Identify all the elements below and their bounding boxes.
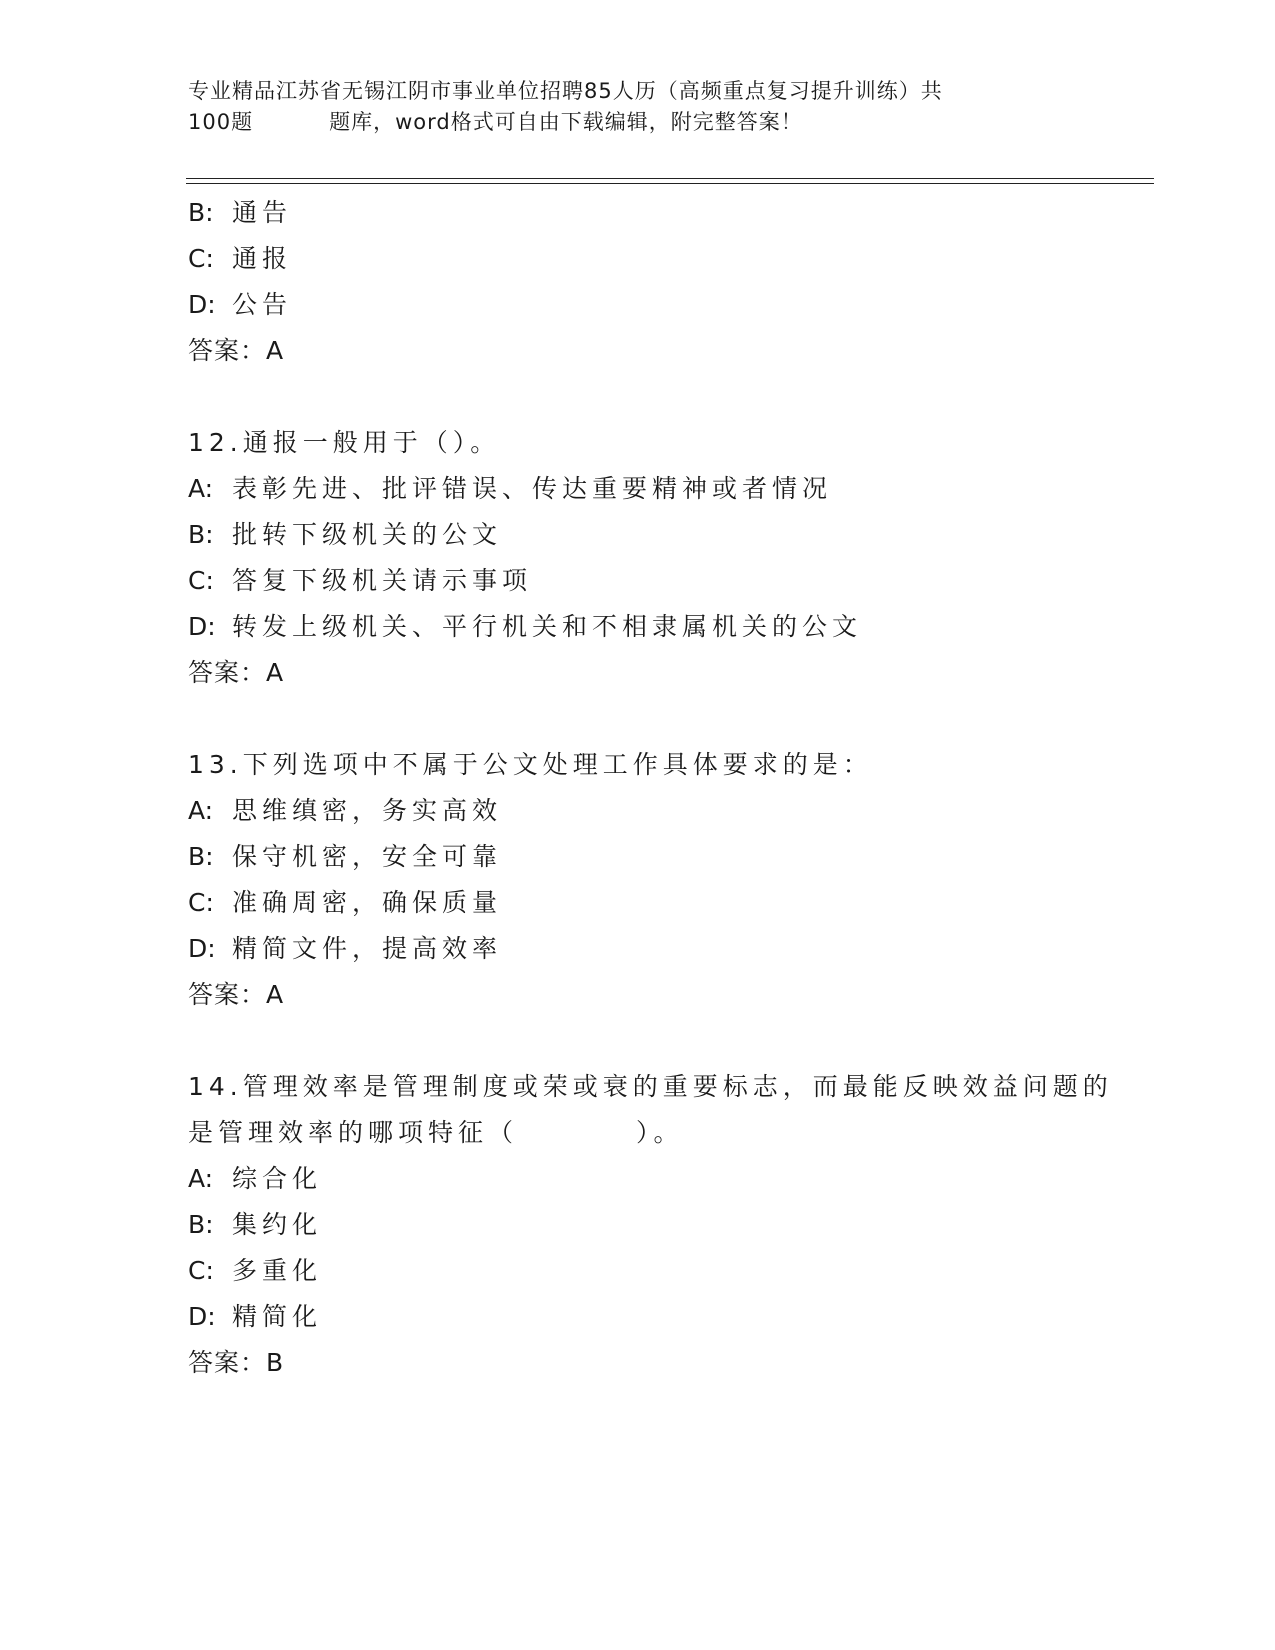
option-b: B: 集约化 <box>188 1210 323 1239</box>
header-line-2 <box>188 107 1068 138</box>
header-line-1: 专业精品江苏省无锡江阴市事业单位招聘85人历（高频重点复习提升训练）共 <box>188 79 943 103</box>
option-a: A: 思维缜密，务实高效 <box>188 796 503 825</box>
option-b: B: 保守机密，安全可靠 <box>188 842 503 871</box>
option-d: D: 转发上级机关、平行机关和不相隶属机关的公文 <box>188 612 863 641</box>
question-11-continued <box>188 190 1148 374</box>
page-header <box>188 76 1068 138</box>
question-stem-line-2: 是管理效率的哪项特征（ ）。 <box>188 1118 684 1147</box>
option-a: A: 综合化 <box>188 1164 323 1193</box>
question-12 <box>188 420 1148 696</box>
question-14 <box>188 1064 1148 1386</box>
answer-line: 答案：B <box>188 1348 285 1377</box>
option-d: D: 精简文件，提高效率 <box>188 934 503 963</box>
header-line-2-suffix: 题库，word格式可自由下载编辑，附完整答案！ <box>329 110 803 134</box>
header-divider-bottom <box>186 183 1154 184</box>
answer-line: 答案：A <box>188 980 285 1009</box>
answer-line: 答案：A <box>188 336 285 365</box>
option-c: C: 多重化 <box>188 1256 323 1285</box>
option-d: D: 公告 <box>188 290 293 319</box>
question-stem: 13.下列选项中不属于公文处理工作具体要求的是： <box>188 750 873 779</box>
question-list <box>188 190 1148 1432</box>
question-stem: 12.通报一般用于（）。 <box>188 428 501 457</box>
option-d: D: 精简化 <box>188 1302 323 1331</box>
option-a: A: 表彰先进、批评错误、传达重要精神或者情况 <box>188 474 833 503</box>
question-stem-line-1: 14.管理效率是管理制度或荣或衰的重要标志，而最能反映效益问题的 <box>188 1072 1113 1101</box>
option-b: B: 通告 <box>188 198 293 227</box>
answer-line: 答案：A <box>188 658 285 687</box>
option-c: C: 通报 <box>188 244 293 273</box>
option-c: C: 答复下级机关请示事项 <box>188 566 533 595</box>
option-b: B: 批转下级机关的公文 <box>188 520 503 549</box>
question-13 <box>188 742 1148 1018</box>
header-line-2-prefix: 100题 <box>188 110 254 134</box>
header-divider-top <box>186 178 1154 179</box>
option-c: C: 准确周密，确保质量 <box>188 888 503 917</box>
